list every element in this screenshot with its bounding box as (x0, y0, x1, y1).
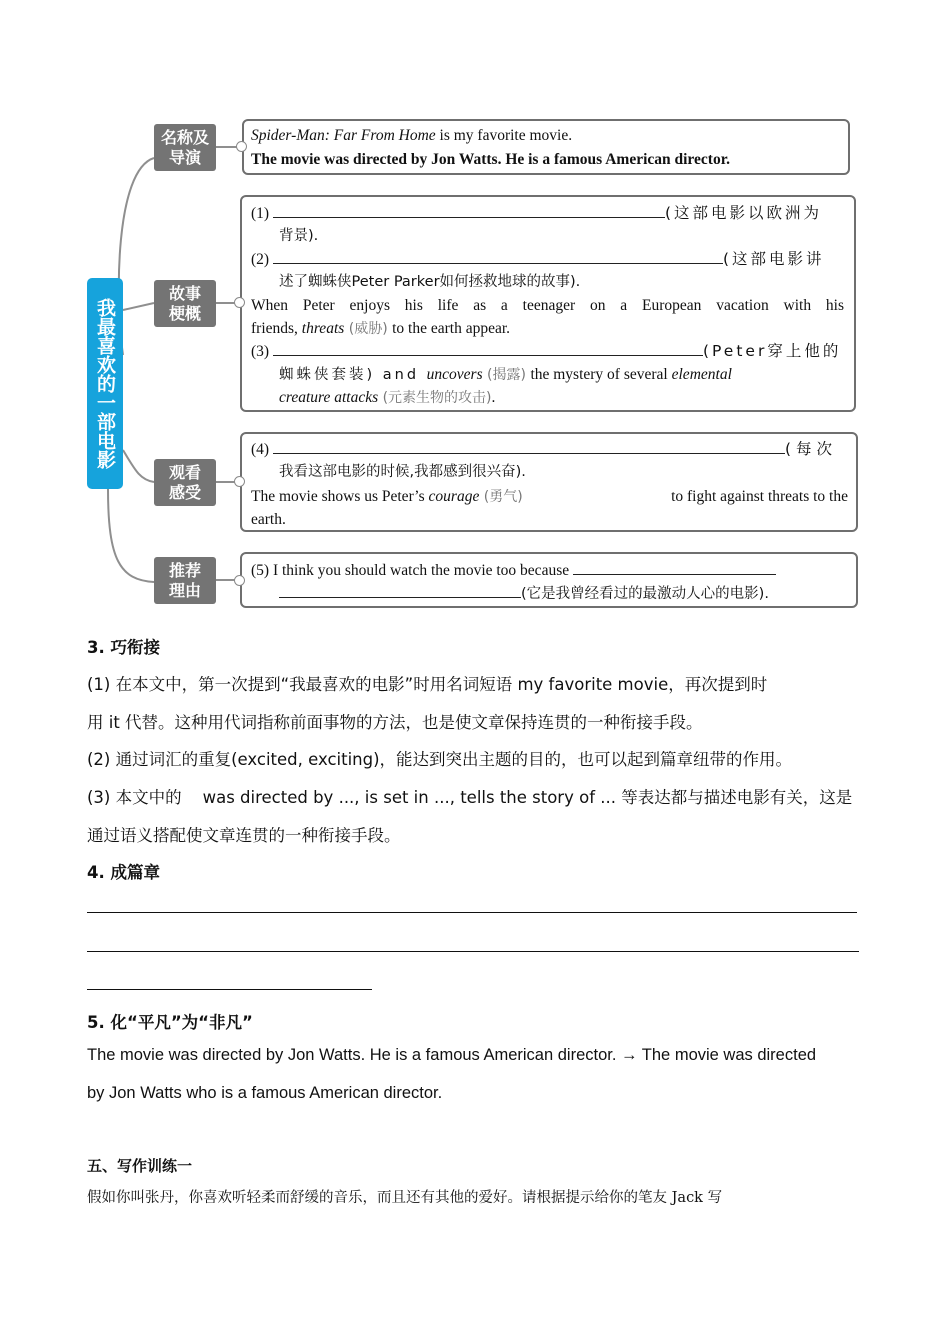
box2-item3-line3: creature attacks (元素生物的攻击). (279, 389, 496, 406)
answer-blank-1[interactable] (273, 203, 665, 218)
branch-plot-summary: 故事 梗概 (154, 280, 216, 327)
box2-item1-line2: 背景). (279, 228, 319, 244)
section5-line2: by Jon Watts who is a famous American director. (87, 1084, 443, 1102)
box3-item4-line2: 我看这部电影的时候,我都感到很兴奋). (279, 464, 526, 480)
box4-connector-dot (234, 575, 245, 586)
answer-blank-4[interactable] (273, 439, 785, 454)
box4-line1: (5) I think you should watch the movie too because (251, 559, 776, 582)
box-viewing-feeling (240, 432, 858, 532)
section3-p2: (2) 通过词汇的重复(excited, exciting)，能达到突出主题的目的，也可以起到篇章纽带的作用。 (87, 750, 793, 769)
box2-line3: When Peter enjoys his life as a teenager on a European vacation with his (251, 297, 844, 314)
box2-item2-line1: (2) (这部电影讲 (251, 250, 825, 268)
box-recommend-reason (240, 552, 858, 608)
box2-item1-line1: (1) (这部电影以欧洲为 (251, 204, 823, 222)
box1-line1: Spider-Man: Far From Home is my favorite movie. (251, 127, 573, 144)
box-name-director (242, 119, 850, 175)
box2-item2-line2: 述了蜘蛛侠Peter Parker如何拯救地球的故事). (279, 274, 581, 290)
section3-p1-line2: 用 it 代替。这种用代词指称前面事物的方法，也是使文章保持连贯的一种衔接手段。 (87, 713, 703, 732)
box2-item3-line1: (3) (Peter穿上他的 (251, 342, 842, 360)
branch-recommend-reason: 推荐 理由 (154, 557, 216, 604)
branch-name-director: 名称及 导演 (154, 124, 216, 171)
box3-item4-line1: (4) (每次 (251, 440, 838, 458)
box4-line2: (它是我曾经看过的最激动人心的电影). (279, 582, 769, 606)
section3-p3-line2: 通过语义搭配使文章连贯的一种衔接手段。 (87, 826, 401, 845)
section3-p1-line1: (1) 在本文中，第一次提到“我最喜欢的电影”时用名词短语 my favorite movie，再次提到时 (87, 675, 768, 694)
section6-line1: 假如你叫张丹，你喜欢听轻柔而舒缓的音乐，而且还有其他的爱好。请根据提示给你的笔友 Jack 写 (87, 1190, 723, 1206)
section5-line1: The movie was directed by Jon Watts. He is a famous American director. → The movie was directed (87, 1046, 817, 1064)
box2-connector-dot (234, 297, 245, 308)
box3-line4: earth. (251, 511, 286, 528)
box2-item3-line2: 蜘蛛侠套装) and uncovers (揭露) the mystery of several elemental (279, 366, 732, 383)
answer-blank-3[interactable] (273, 341, 703, 356)
box3-connector-dot (234, 476, 245, 487)
branch-viewing-feeling: 观看 感受 (154, 459, 216, 506)
box1-connector-dot (236, 141, 247, 152)
box3-line3: The movie shows us Peter’s courage (勇气) to fight against threats to the (251, 488, 848, 505)
writing-line-2[interactable] (87, 951, 859, 952)
section3-heading: 3. 巧衔接 (87, 638, 160, 657)
answer-blank-5b[interactable] (279, 583, 521, 598)
writing-line-1[interactable] (87, 912, 857, 913)
section4-heading: 4. 成篇章 (87, 863, 160, 882)
box2-line4: friends, threats (威胁) to the earth appear. (251, 320, 511, 337)
mindmap-root: 我最喜欢的一部电影 (87, 278, 123, 489)
section3-p3-line1: (3) 本文中的 was directed by ..., is set in ..., tells the story of ... 等表达都与描述电影有关，这是 (87, 788, 853, 807)
section6-heading: 五、写作训练一 (87, 1157, 193, 1175)
box1-line2: The movie was directed by Jon Watts. He is a famous American director. (251, 151, 731, 168)
answer-blank-5a[interactable] (573, 560, 776, 575)
box-plot-summary (240, 195, 856, 412)
writing-line-3[interactable] (87, 989, 372, 990)
answer-blank-2[interactable] (273, 249, 723, 264)
section5-heading: 5. 化“平凡”为“非凡” (87, 1013, 253, 1032)
